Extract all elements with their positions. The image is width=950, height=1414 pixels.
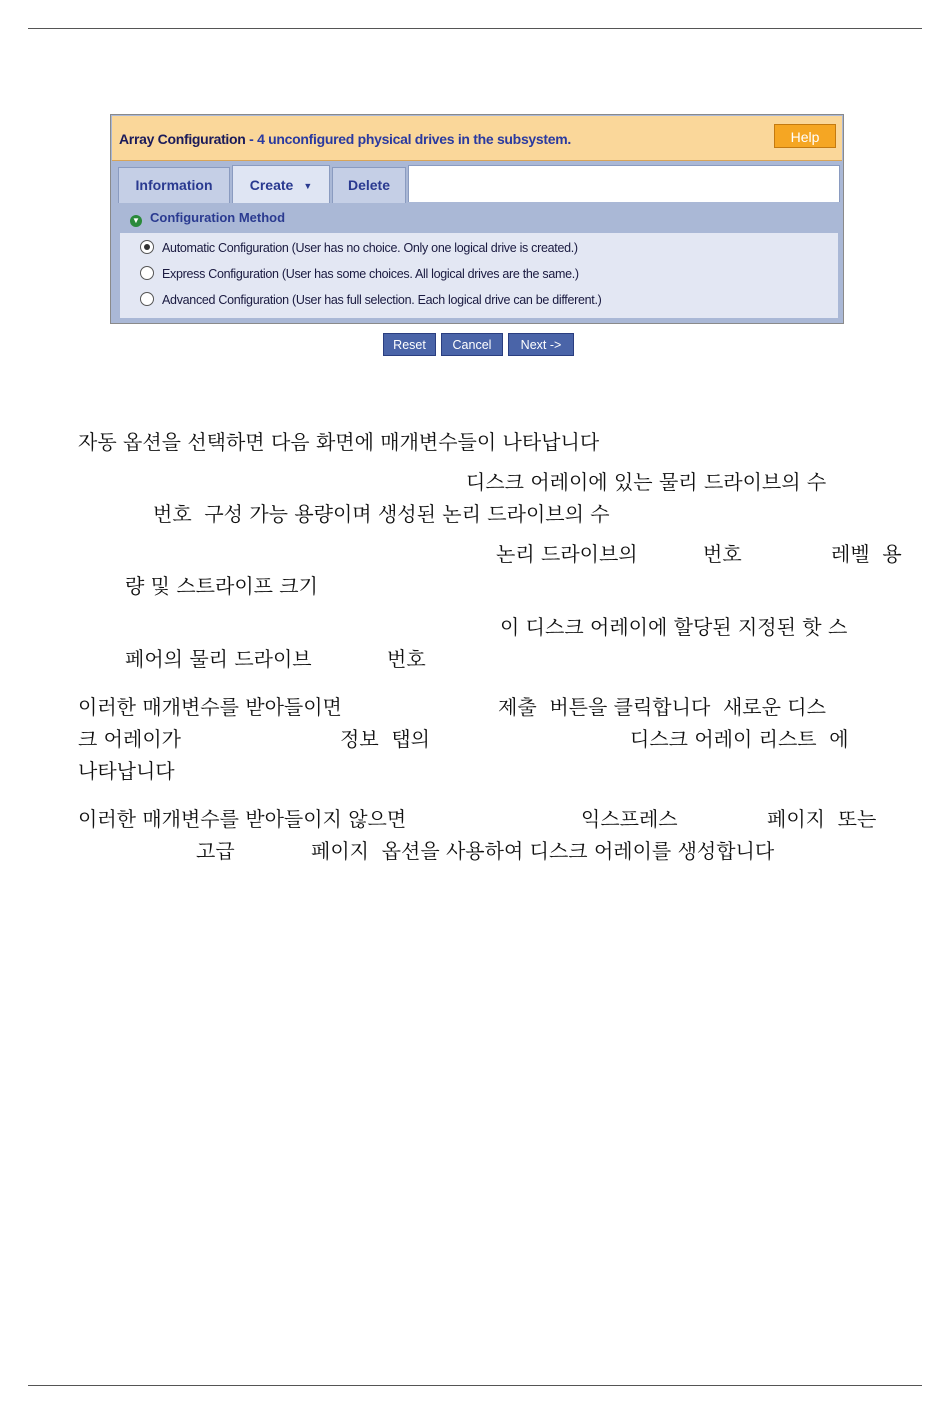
configuration-options [120, 233, 838, 318]
paragraph-line-11c: 페이지 또는 [767, 807, 877, 831]
tab-information-label: Information [135, 177, 213, 193]
option-express[interactable] [140, 266, 579, 281]
tab-bar [118, 165, 840, 203]
paragraph-line-10: 나타납니다 [78, 759, 175, 783]
tab-create-label: Create [249, 177, 294, 193]
cancel-button[interactable]: Cancel [441, 333, 503, 356]
help-button[interactable]: Help [774, 124, 836, 148]
array-configuration-panel [110, 114, 844, 324]
configuration-method-label: Configuration Method [150, 210, 286, 225]
paragraph-line-12a: 고급 [196, 839, 235, 863]
paragraph-line-9b: 정보 탭의 [340, 727, 430, 751]
paragraph-line-7a: 페어의 물리 드라이브 [125, 647, 312, 671]
paragraph-line-4b: 번호 [703, 542, 742, 566]
paragraph-line-9a: 크 어레이가 [78, 727, 181, 751]
option-advanced-label: Advanced Configuration (User has full selection. Each logical drive can be different.) [162, 293, 602, 307]
tab-bar-filler [408, 165, 840, 202]
paragraph-line-5: 량 및 스트라이프 크기 [125, 574, 318, 598]
configuration-method-heading[interactable] [130, 210, 285, 227]
tab-delete-label: Delete [347, 177, 391, 193]
paragraph-line-3: 번호 구성 가능 용량이며 생성된 논리 드라이브의 수 [153, 502, 610, 526]
panel-title-subtitle: - 4 unconfigured physical drives in the subsystem. [245, 131, 571, 147]
top-rule [28, 28, 922, 29]
tab-information[interactable] [118, 167, 230, 203]
tab-create[interactable] [232, 165, 330, 203]
panel-title-main: Array Configuration [119, 131, 246, 147]
option-express-label: Express Configuration (User has some choices. All logical drives are the same.) [162, 267, 579, 281]
tab-delete[interactable] [332, 167, 406, 203]
paragraph-line-1: 자동 옵션을 선택하면 다음 화면에 매개변수들이 나타납니다 [78, 430, 600, 454]
radio-automatic[interactable] [140, 240, 154, 254]
option-automatic[interactable] [140, 240, 578, 255]
paragraph-line-6: 이 디스크 어레이에 할당된 지정된 핫 스 [500, 615, 848, 639]
radio-advanced[interactable] [140, 292, 154, 306]
bottom-rule [28, 1385, 922, 1386]
paragraph-line-9c: 디스크 어레이 리스트 에 [630, 727, 849, 751]
chevron-down-icon[interactable]: ▼ [303, 181, 313, 192]
paragraph-line-2: 디스크 어레이에 있는 물리 드라이브의 수 [466, 470, 827, 494]
panel-title [119, 131, 571, 147]
reset-button[interactable]: Reset [383, 333, 436, 356]
paragraph-line-11a: 이러한 매개변수를 받아들이지 않으면 [78, 807, 407, 831]
radio-express[interactable] [140, 266, 154, 280]
paragraph-line-12b: 페이지 옵션을 사용하여 디스크 어레이를 생성합니다 [311, 839, 775, 863]
option-automatic-label: Automatic Configuration (User has no choice. Only one logical drive is created.) [162, 241, 578, 255]
paragraph-line-11b: 익스프레스 [581, 807, 678, 831]
paragraph-line-8a: 이러한 매개변수를 받아들이면 [78, 695, 342, 719]
option-advanced[interactable] [140, 292, 602, 307]
paragraph-line-4a: 논리 드라이브의 [496, 542, 638, 566]
collapse-arrow-icon[interactable]: ▼ [130, 215, 142, 227]
paragraph-line-4c: 레벨 용 [831, 542, 902, 566]
paragraph-line-7b: 번호 [387, 647, 426, 671]
next-button[interactable]: Next -> [508, 333, 574, 356]
paragraph-line-8b: 제출 버튼을 클릭합니다 새로운 디스 [498, 695, 826, 719]
panel-header [112, 116, 842, 161]
